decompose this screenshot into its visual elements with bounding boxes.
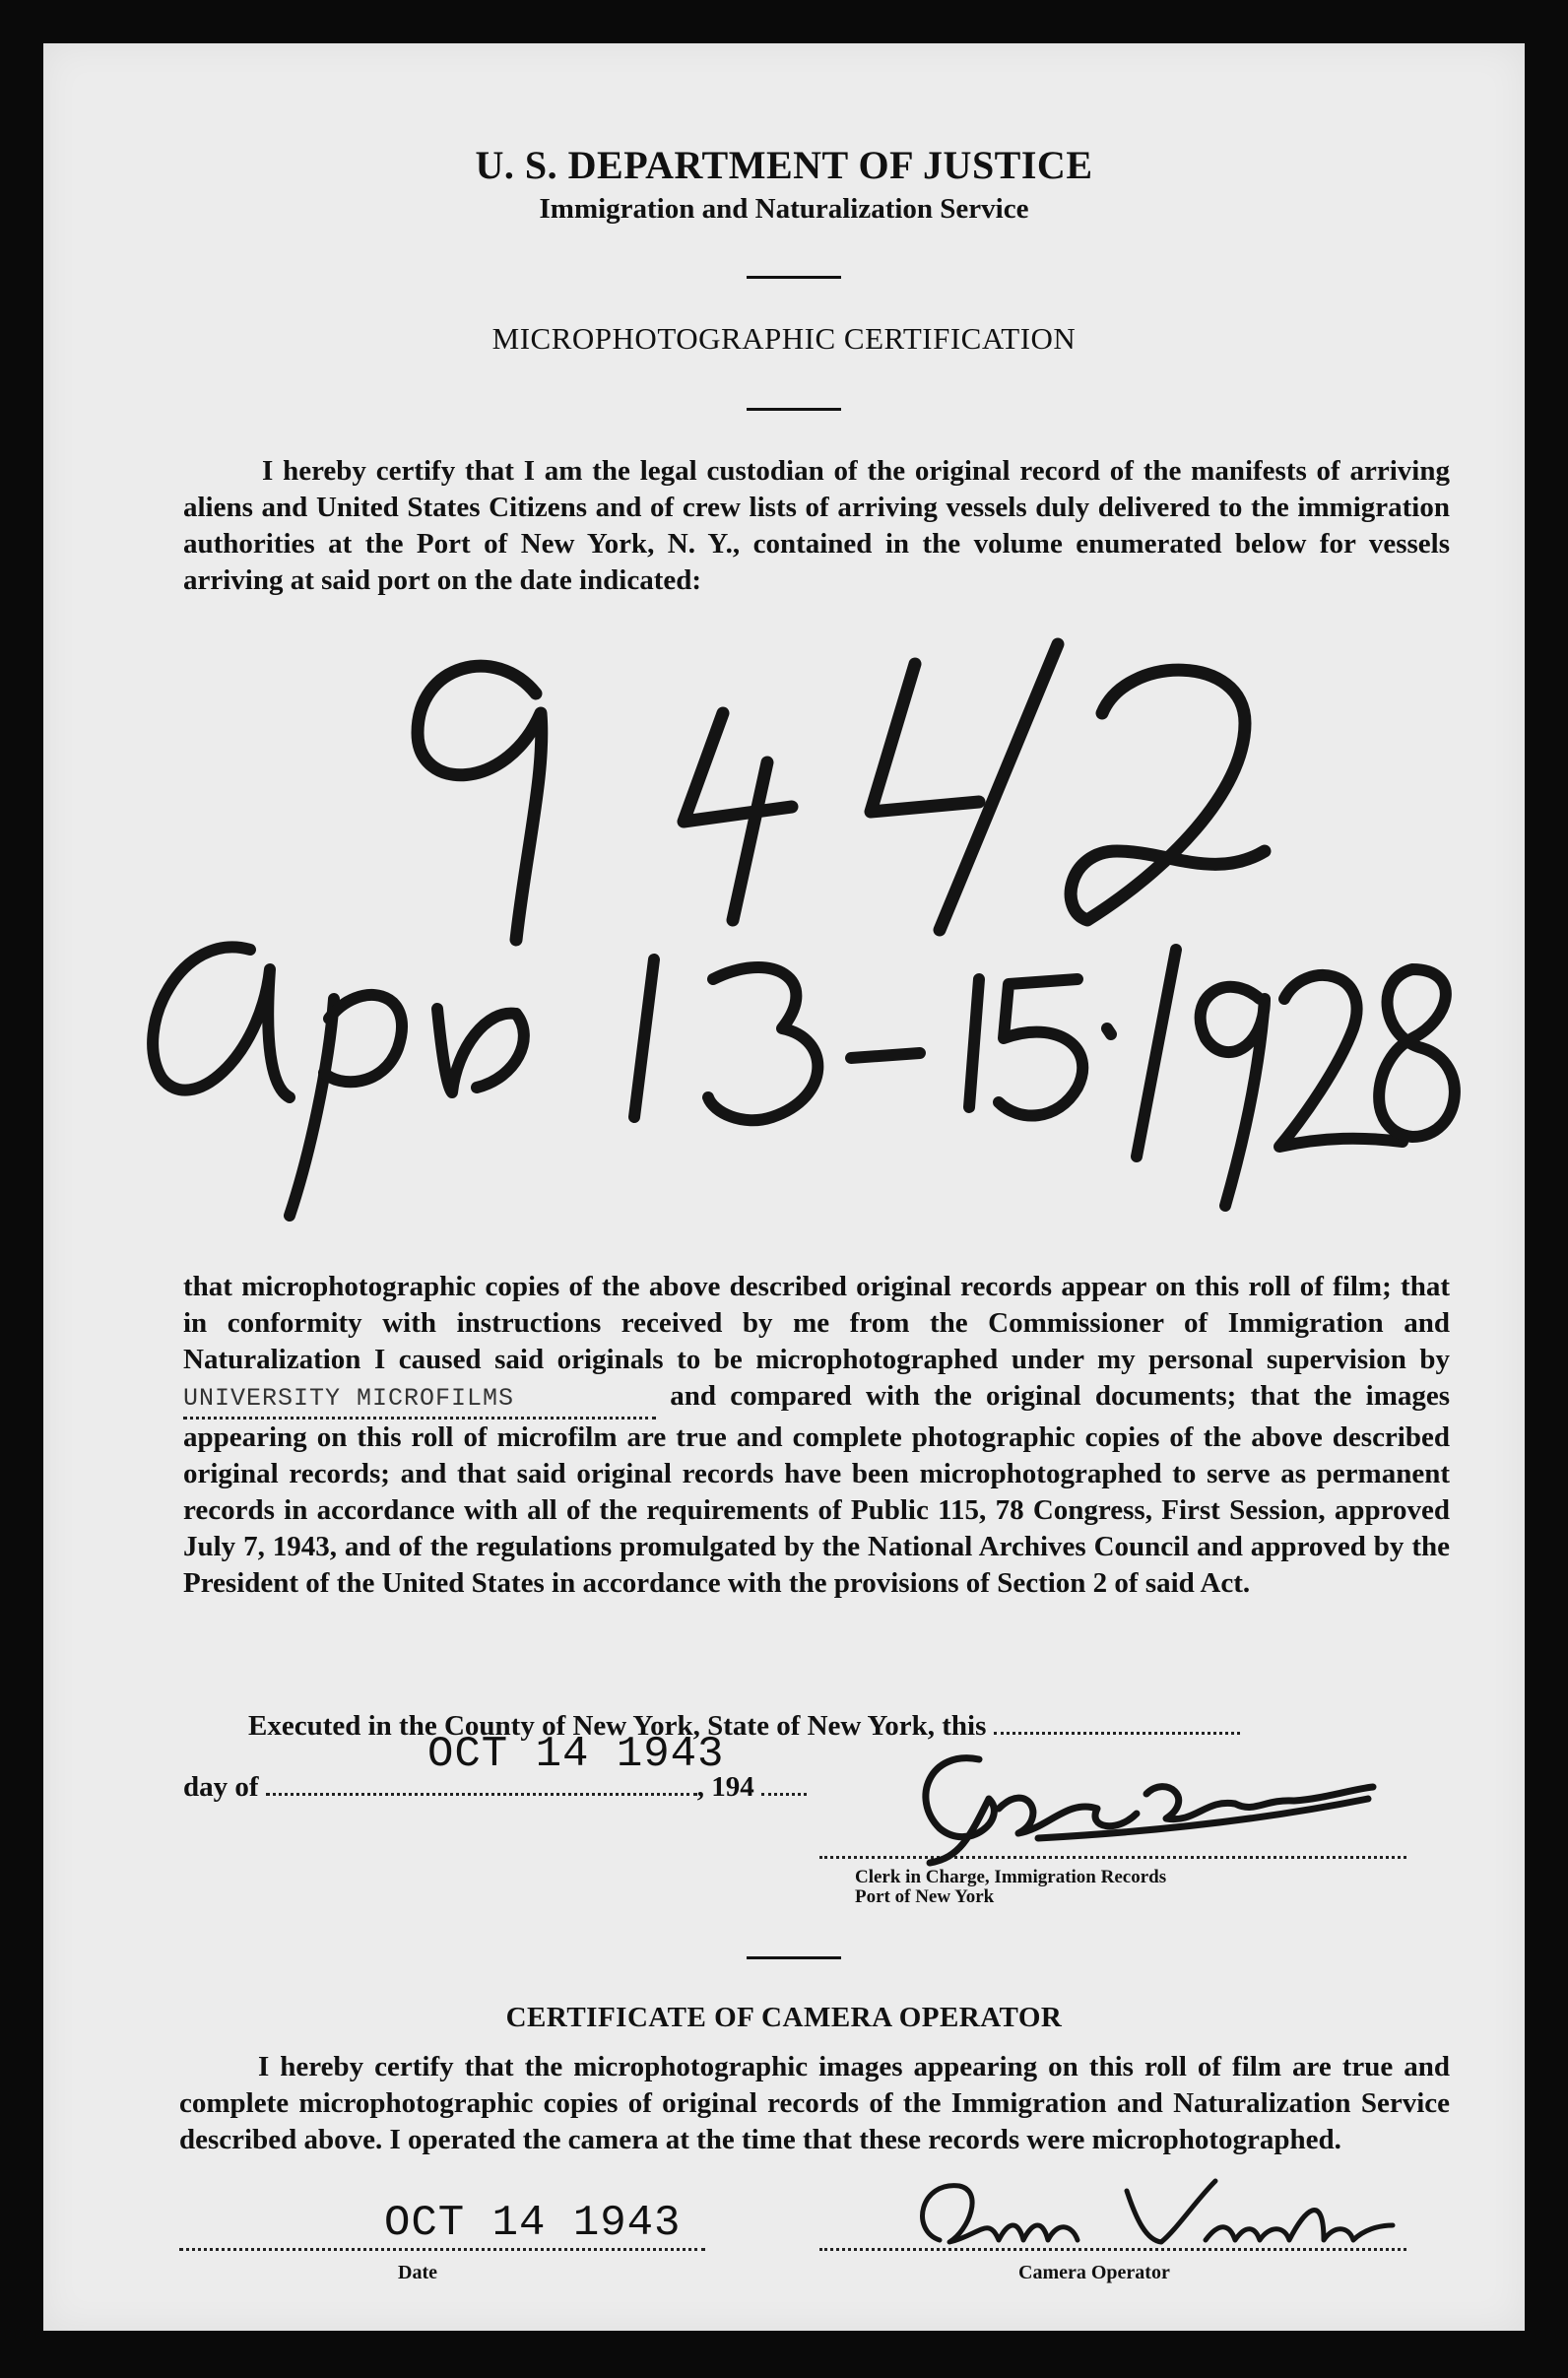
date-label: Date — [398, 2262, 437, 2283]
day-of-line — [183, 1769, 971, 1806]
certificate-page — [43, 43, 1525, 2331]
clerk-title-line1: Clerk in Charge, Immigration Records — [855, 1867, 1167, 1887]
clerk-title-line2: Port of New York — [855, 1886, 995, 1907]
department-heading: U. S. DEPARTMENT OF JUSTICE — [475, 143, 1093, 187]
form-title: MICROPHOTOGRAPHIC CERTIFICATION — [491, 321, 1077, 356]
operator-date-stamp: OCT 14 1943 — [384, 2199, 682, 2248]
execution-date-stamp: OCT 14 1943 — [427, 1730, 725, 1779]
certification-paragraph — [183, 1269, 1450, 1602]
service-subheading: Immigration and Naturalization Service — [539, 193, 1029, 225]
executed-day-blank — [994, 1706, 1240, 1735]
camera-operator-paragraph — [179, 2049, 1450, 2158]
divider — [747, 276, 841, 279]
custodian-text: I hereby certify that I am the legal custodian of the original record of the manifests of arriving aliens and United States Citizens and of crew lists of arriving vessels duly delivered to the immigration authorities at the Port of New York, N. Y., contained in the volume enumerated below for vessels arriving at said port on the date indicated: — [183, 455, 1450, 596]
year-blank — [761, 1773, 807, 1796]
handwritten-date-range — [102, 891, 1501, 1245]
certification-text-part1: that microphotographic copies of the above described original records appear on this roll of film; that in conformity with instructions received by me from the Commissioner of Immigration and Naturalization I caused said originals to be microphotographed under my personal supervision by — [183, 1271, 1450, 1375]
microfilmed-by-stamp: UNIVERSITY MICROFILMS — [183, 1380, 656, 1420]
date-line — [179, 2246, 705, 2251]
camera-operator-signature-line — [819, 2246, 1406, 2251]
custodian-paragraph — [183, 453, 1450, 599]
certification-text-part2: and compared with the original documents; that the images appearing on this roll of microfilm are true and complete photographic copies of the above described original records; and that said original records have been microphotographed to serve as permanent records in accordance with all of the requirements of Public 115, 78 Congress, First Session, approved July 7, 1943, and of the regulations promulgated by the National Archives Council and approved by the President of the United States in accordance with the provisions of Section 2 of said Act. — [183, 1380, 1451, 1599]
executed-text: Executed in the County of New York, State of New York, this — [248, 1710, 987, 1742]
camera-operator-label: Camera Operator — [1018, 2262, 1170, 2283]
year-label: , 194 — [696, 1771, 754, 1803]
camera-operator-title: CERTIFICATE OF CAMERA OPERATOR — [505, 2002, 1063, 2033]
divider — [747, 408, 841, 411]
camera-operator-text: I hereby certify that the microphotographic images appearing on this roll of film are true and complete microphotographic copies of original records of the Immigration and Naturalization Service described above. I operated the camera at the time that these records were microphotographed. — [179, 2051, 1450, 2155]
day-of-blank — [266, 1773, 697, 1796]
divider — [747, 1956, 841, 1959]
day-of-label: day of — [183, 1771, 259, 1803]
clerk-signature — [871, 1740, 1383, 1868]
